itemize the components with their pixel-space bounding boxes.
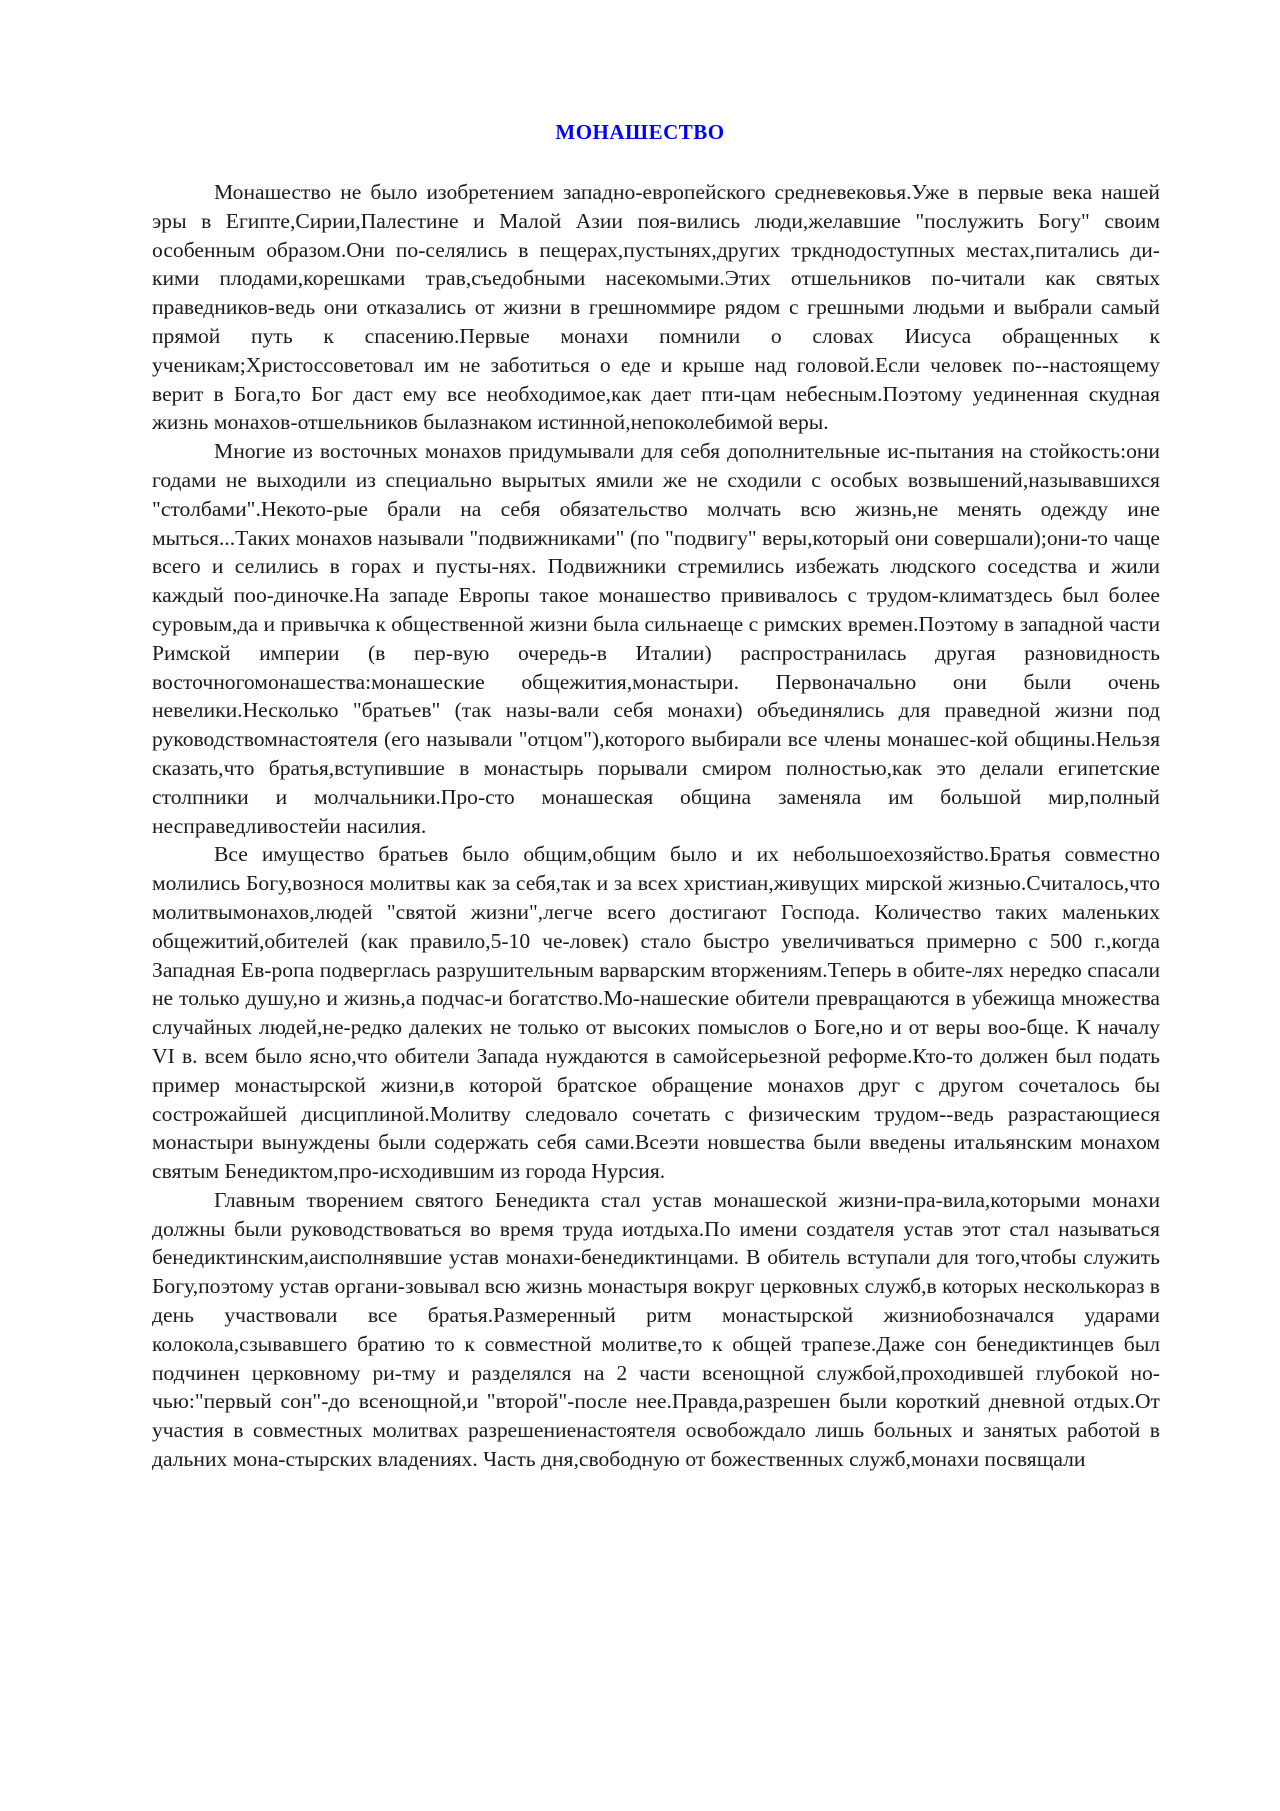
paragraph: Монашество не было изобретением западно-европейского средневековья.Уже в первые века нашей эры в Египте,Сирии,Палестине и Малой Азии поя-вились люди,желавшие "послужить Богу" своим особенным образом.Они по-селялись в пещерах,пустынях,других тркднодоступных местах,питались ди-кими плодами,корешками трав,съедобными насекомыми.Этих отшельников по-читали как святых праведников-ведь они отказались от жизни в грешноммире рядом с грешными людьми и выбрали самый прямой путь к спасению.Первые монахи помнили о словах Иисуса обращенных к ученикам;Христоссоветовал им не заботиться о еде и крыше над головой.Если человек по--настоящему верит в Бога,то Бог даст ему все необходимое,как дает пти-цам небесным.Поэтому уединенная скудная жизнь монахов-отшельников былазнаком истинной,непоколебимой веры. xyxy=(152,180,1160,435)
paragraph: Главным творением святого Бенедикта стал устав монашеской жизни-пра-вила,которыми монахи должны были руководствоваться во время труда иотдыха.По имени создателя устав этот стал называться бенедиктинским,аисполнявшие устав монахи-бенедиктинцами. В обитель вступали для того,чтобы служить Богу,поэтому устав органи-зовывал всю жизнь монастыря вокруг церковных служб,в которых несколькораз в день участвовали все братья.Размеренный ритм монастырской жизниобозначался ударами колокола,сзывавшего братию то к совместной молитве,то к общей трапезе.Даже сон бенедиктинцев был подчинен церковному ри-тму и разделялся на 2 части всенощной службой,проходившей глубокой но-чью:"первый сон"-до всенощной,и "второй"-после нее.Правда,разрешен были короткий дневной отдых.От участия в совместных молитвах разрешениенастоятеля освобождало лишь больных и занятых работой в дальних мона-стырских владениях. Часть дня,свободную от божественных служб,монахи посвящали xyxy=(152,1187,1160,1472)
paragraph: Многие из восточных монахов придумывали для себя дополнительные ис-пытания на стойкость:они годами не выходили из специально вырытых ямили же не сходили с особых возвышений,называвшихся "столбами".Некото-рые брали на себя обязательство молчать всю жизнь,не менять одежду ине мыться...Таких монахов называли "подвижниками" (по "подвигу" веры,который они совершали);они-то чаще всего и селились в горах и пусты-нях. Подвижники стремились избежать людского соседства и жили каждый поо-диночке.На западе Европы такое монашество прививалось с трудом-климатздесь был более суровым,да и привычка к общественной жизни была сильнаеще с римских времен.Поэтому в западной части Римской империи (в пер-вую очередь-в Италии) распространилась другая разновидность восточногомонашества:монашеские общежития,монастыри. Первоначально они были очень невелики.Несколько "братьев" (так назы-вали себя монахи) объединялись для праведной жизни под руководствомнастоятеля (его называли "отцом"),которого выбирали все члены монашес-кой общины.Нельзя сказать,что братья,вступившие в монастырь порывали смиром полностью,как это делали египетские столпники и молчальники.Про-сто монашеская община заменяла им большой мир,полный несправедливостейи насилия. xyxy=(152,439,1160,838)
document-title: МОНАШЕСТВО xyxy=(555,120,725,144)
document-body xyxy=(152,178,1160,1474)
paragraph: Все имущество братьев было общим,общим было и их небольшоехозяйство.Братья совместно молились Богу,вознося молитвы как за себя,так и за всех христиан,живущих мирской жизнью.Считалось,что молитвымонахов,людей "святой жизни",легче всего достигают Господа. Количество таких маленьких общежитий,обителей (как правило,5-10 че-ловек) стало быстро увеличиваться примерно с 500 г.,когда Западная Ев-ропа подверглась разрушительным варварским вторжениям.Теперь в обите-лях нередко спасали не только душу,но и жизнь,а подчас-и богатство.Мо-нашеские обители превращаются в убежища множества случайных людей,не-редко далеких не только от высоких помыслов о Боге,но и от веры воо-бще. К началу VI в. всем было ясно,что обители Запада нуждаются в самойсерьезной реформе.Кто-то должен был подать пример монастырской жизни,в которой братское обращение монахов друг с другом сочеталось бы сострожайшей дисциплиной.Молитву следовало сочетать с физическим трудом--ведь разрастающиеся монастыри вынуждены были содержать себя сами.Всеэти новшества были введены итальянским монахом святым Бенедиктом,про-исходившим из города Нурсия. xyxy=(152,842,1160,1184)
